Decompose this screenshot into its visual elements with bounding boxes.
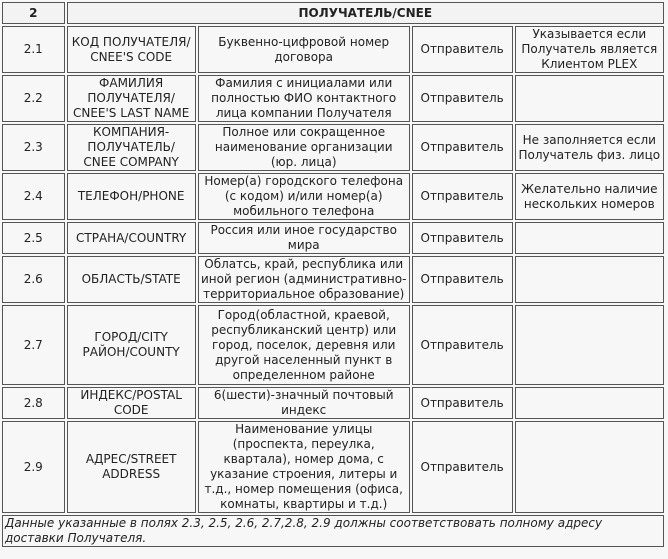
field-source: Отправитель [412,421,513,513]
field-description: Россия или иное государство мира [198,222,410,254]
field-comment [515,421,664,513]
field-description: Фамилия с инициалами или полностью ФИО контактного лица компании Получателя [198,75,410,122]
field-comment [515,75,664,122]
field-source: Отправитель [412,256,513,303]
field-row [2,173,664,220]
field-row [2,421,664,513]
field-comment [515,256,664,303]
field-comment [515,222,664,254]
field-comment: Указывается если Получатель является Клиентом PLEX [515,26,664,73]
field-number: 2.1 [2,26,65,73]
field-name: ОБЛАСТЬ/STATE [67,256,196,303]
field-row [2,387,664,419]
field-source: Отправитель [412,75,513,122]
field-number: 2.9 [2,421,65,513]
field-description: Номер(а) городского телефона (с кодом) и/или номер(а) мобильного телефона [198,173,410,220]
field-number: 2.7 [2,305,65,385]
field-description: Город(областной, краевой, республиканский центр) или город, поселок, деревня или другой населенный пункт в определенном районе [198,305,410,385]
field-name: ФАМИЛИЯ ПОЛУЧАТЕЛЯ/ CNEE'S LAST NAME [67,75,196,122]
field-row [2,256,664,303]
field-name: КОМПАНИЯ-ПОЛУЧАТЕЛЬ/ CNEE COMPANY [67,124,196,171]
footnote: Данные указанные в полях 2.3, 2.5, 2.6, 2.7,2.8, 2.9 должны соответствовать полному адресу доставки Получателя. [2,515,664,547]
field-name: АДРЕС/STREET ADDRESS [67,421,196,513]
field-row [2,75,664,122]
field-description: 6(шести)-значный почтовый индекс [198,387,410,419]
field-row [2,305,664,385]
field-row [2,222,664,254]
field-description: Буквенно-цифровой номер договора [198,26,410,73]
footnote-row [2,515,664,547]
field-number: 2.5 [2,222,65,254]
field-number: 2.8 [2,387,65,419]
field-source: Отправитель [412,387,513,419]
section-title: ПОЛУЧАТЕЛЬ/CNEE [67,2,664,24]
field-name: ГОРОД/CITY РАЙОН/COUNTY [67,305,196,385]
section-header-row [2,2,664,24]
field-source: Отправитель [412,222,513,254]
field-number: 2.4 [2,173,65,220]
field-comment [515,305,664,385]
field-name: СТРАНА/COUNTRY [67,222,196,254]
field-row [2,124,664,171]
field-name: ИНДЕКС/POSTAL CODE [67,387,196,419]
field-name: ТЕЛЕФОН/PHONE [67,173,196,220]
field-number: 2.2 [2,75,65,122]
field-description: Полное или сокращенное наименование организации (юр. лица) [198,124,410,171]
field-name: КОД ПОЛУЧАТЕЛЯ/ CNEE'S CODE [67,26,196,73]
field-row [2,26,664,73]
field-comment [515,387,664,419]
field-source: Отправитель [412,124,513,171]
field-comment: Не заполняется если Получатель физ. лицо [515,124,664,171]
field-source: Отправитель [412,173,513,220]
field-source: Отправитель [412,305,513,385]
field-description: Облатсь, край, республика или иной регион (административно-территориальное образование) [198,256,410,303]
field-description: Наименование улицы (проспекта, переулка, квартала), номер дома, с указание строения, литеры и т.д., номер помещения (офиса, комнаты, квартиры и т.д.) [198,421,410,513]
section-number: 2 [2,2,65,24]
field-source: Отправитель [412,26,513,73]
field-number: 2.6 [2,256,65,303]
field-comment: Желательно наличие нескольких номеров [515,173,664,220]
field-number: 2.3 [2,124,65,171]
